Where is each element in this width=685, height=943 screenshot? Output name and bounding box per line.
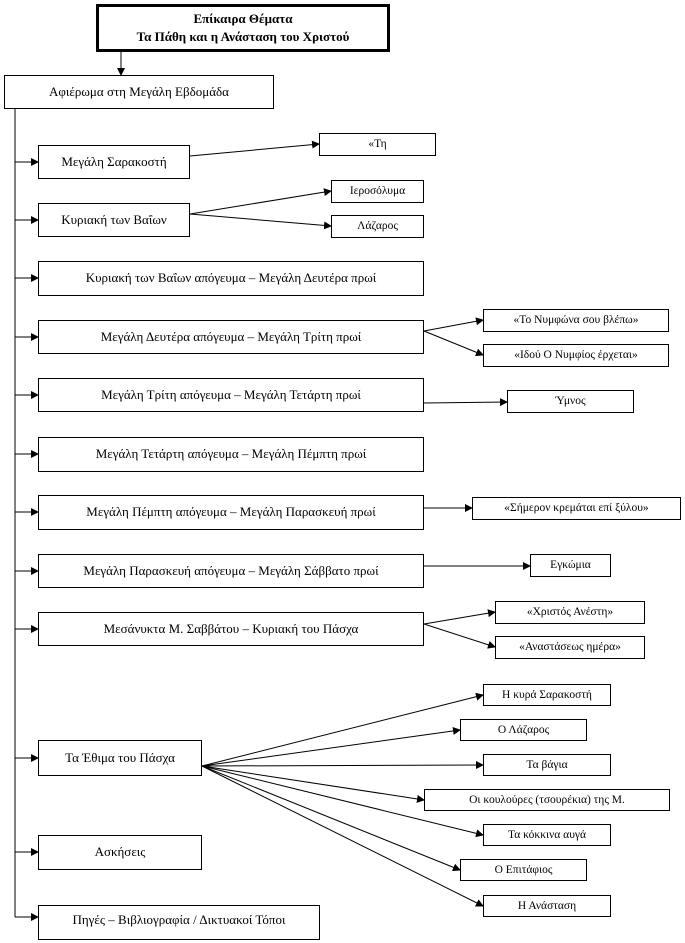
child-box-lazarus-custom: Ο Λάζαρος bbox=[460, 719, 587, 741]
section-box-sources: Πηγές – Βιβλιογραφία / Δικτυακοί Τόποι bbox=[38, 905, 320, 940]
child-arrow-12 bbox=[202, 765, 483, 766]
child-box-lady-lent: Η κυρά Σαρακοστή bbox=[483, 684, 611, 706]
section-box-holy-wednesday: Μεγάλη Τετάρτη απόγευμα – Μεγάλη Πέμπτη πρωί bbox=[38, 437, 424, 472]
child-box-resurrection-day: «Αναστάσεως ημέρα» bbox=[495, 636, 645, 659]
child-arrow-9 bbox=[424, 624, 495, 647]
child-box-palms: Τα βάγια bbox=[483, 754, 611, 776]
child-arrow-10 bbox=[202, 695, 483, 766]
section-box-holy-thursday: Μεγάλη Πέμπτη απόγευμα – Μεγάλη Παρασκευή πρωί bbox=[38, 495, 424, 530]
child-box-hymn: Ύμνος bbox=[507, 390, 634, 413]
child-box-bridegroom: «Ιδού Ο Νυμφίος έρχεται» bbox=[483, 344, 669, 367]
section-box-holy-friday: Μεγάλη Παρασκευή απόγευμα – Μεγάλη Σάββατο πρωί bbox=[38, 554, 424, 588]
child-box-resurrection: Η Ανάσταση bbox=[483, 895, 611, 917]
section-box-palm-sunday-evening: Κυριακή των Βαΐων απόγευμα – Μεγάλη Δευτέρα πρωί bbox=[38, 261, 424, 296]
section-box-easter-customs: Τα Έθιμα του Πάσχα bbox=[38, 740, 202, 776]
title-line-2: Τα Πάθη και η Ανάσταση του Χριστού bbox=[136, 29, 350, 44]
title-line-1: Επίκαιρα Θέματα bbox=[193, 11, 293, 27]
child-arrow-2 bbox=[190, 214, 331, 226]
child-box-epitaph: Ο Επιτάφιος bbox=[460, 859, 587, 881]
child-arrow-3 bbox=[424, 320, 483, 331]
child-box-today-hung: «Σήμερον κρεμάται επί ξύλου» bbox=[472, 497, 681, 520]
section-box-exercises: Ασκήσεις bbox=[38, 835, 202, 870]
child-arrow-0 bbox=[190, 144, 319, 156]
child-box-jerusalem: Ιεροσόλυμα bbox=[331, 180, 424, 203]
child-box-bridal-chamber: «Το Νυμφώνα σου βλέπω» bbox=[483, 309, 669, 332]
section-box-holy-tuesday: Μεγάλη Τρίτη απόγευμα – Μεγάλη Τετάρτη πρωί bbox=[38, 378, 424, 412]
child-box-lazarus: Λάζαρος bbox=[331, 215, 424, 238]
child-arrow-11 bbox=[202, 730, 460, 766]
child-box-christ-risen: «Χριστός Ανέστη» bbox=[495, 601, 645, 624]
child-box-encomia: Εγκώμια bbox=[530, 554, 611, 577]
root-box: Αφιέρωμα στη Μεγάλη Εβδομάδα bbox=[4, 75, 274, 109]
section-box-midnight-easter: Μεσάνυκτα Μ. Σαββάτου – Κυριακή του Πάσχα bbox=[38, 612, 424, 646]
child-arrow-16 bbox=[202, 766, 483, 906]
child-arrow-4 bbox=[424, 331, 483, 355]
section-box-palm-sunday: Κυριακή των Βαΐων bbox=[38, 203, 190, 237]
child-arrow-8 bbox=[424, 612, 495, 624]
section-box-holy-monday: Μεγάλη Δευτέρα απόγευμα – Μεγάλη Τρίτη πρωί bbox=[38, 320, 424, 354]
section-box-lent: Μεγάλη Σαρακοστή bbox=[38, 145, 190, 179]
child-arrow-1 bbox=[190, 191, 331, 214]
title-box bbox=[96, 4, 390, 52]
child-arrow-15 bbox=[202, 766, 460, 870]
child-arrow-5 bbox=[424, 402, 507, 403]
child-box-easter-buns: Οι κουλούρες (τσουρέκια) της Μ. bbox=[424, 789, 670, 811]
child-box-red-eggs: Τα κόκκινα αυγά bbox=[483, 824, 611, 846]
child-box-ti: «Τη bbox=[319, 133, 436, 156]
